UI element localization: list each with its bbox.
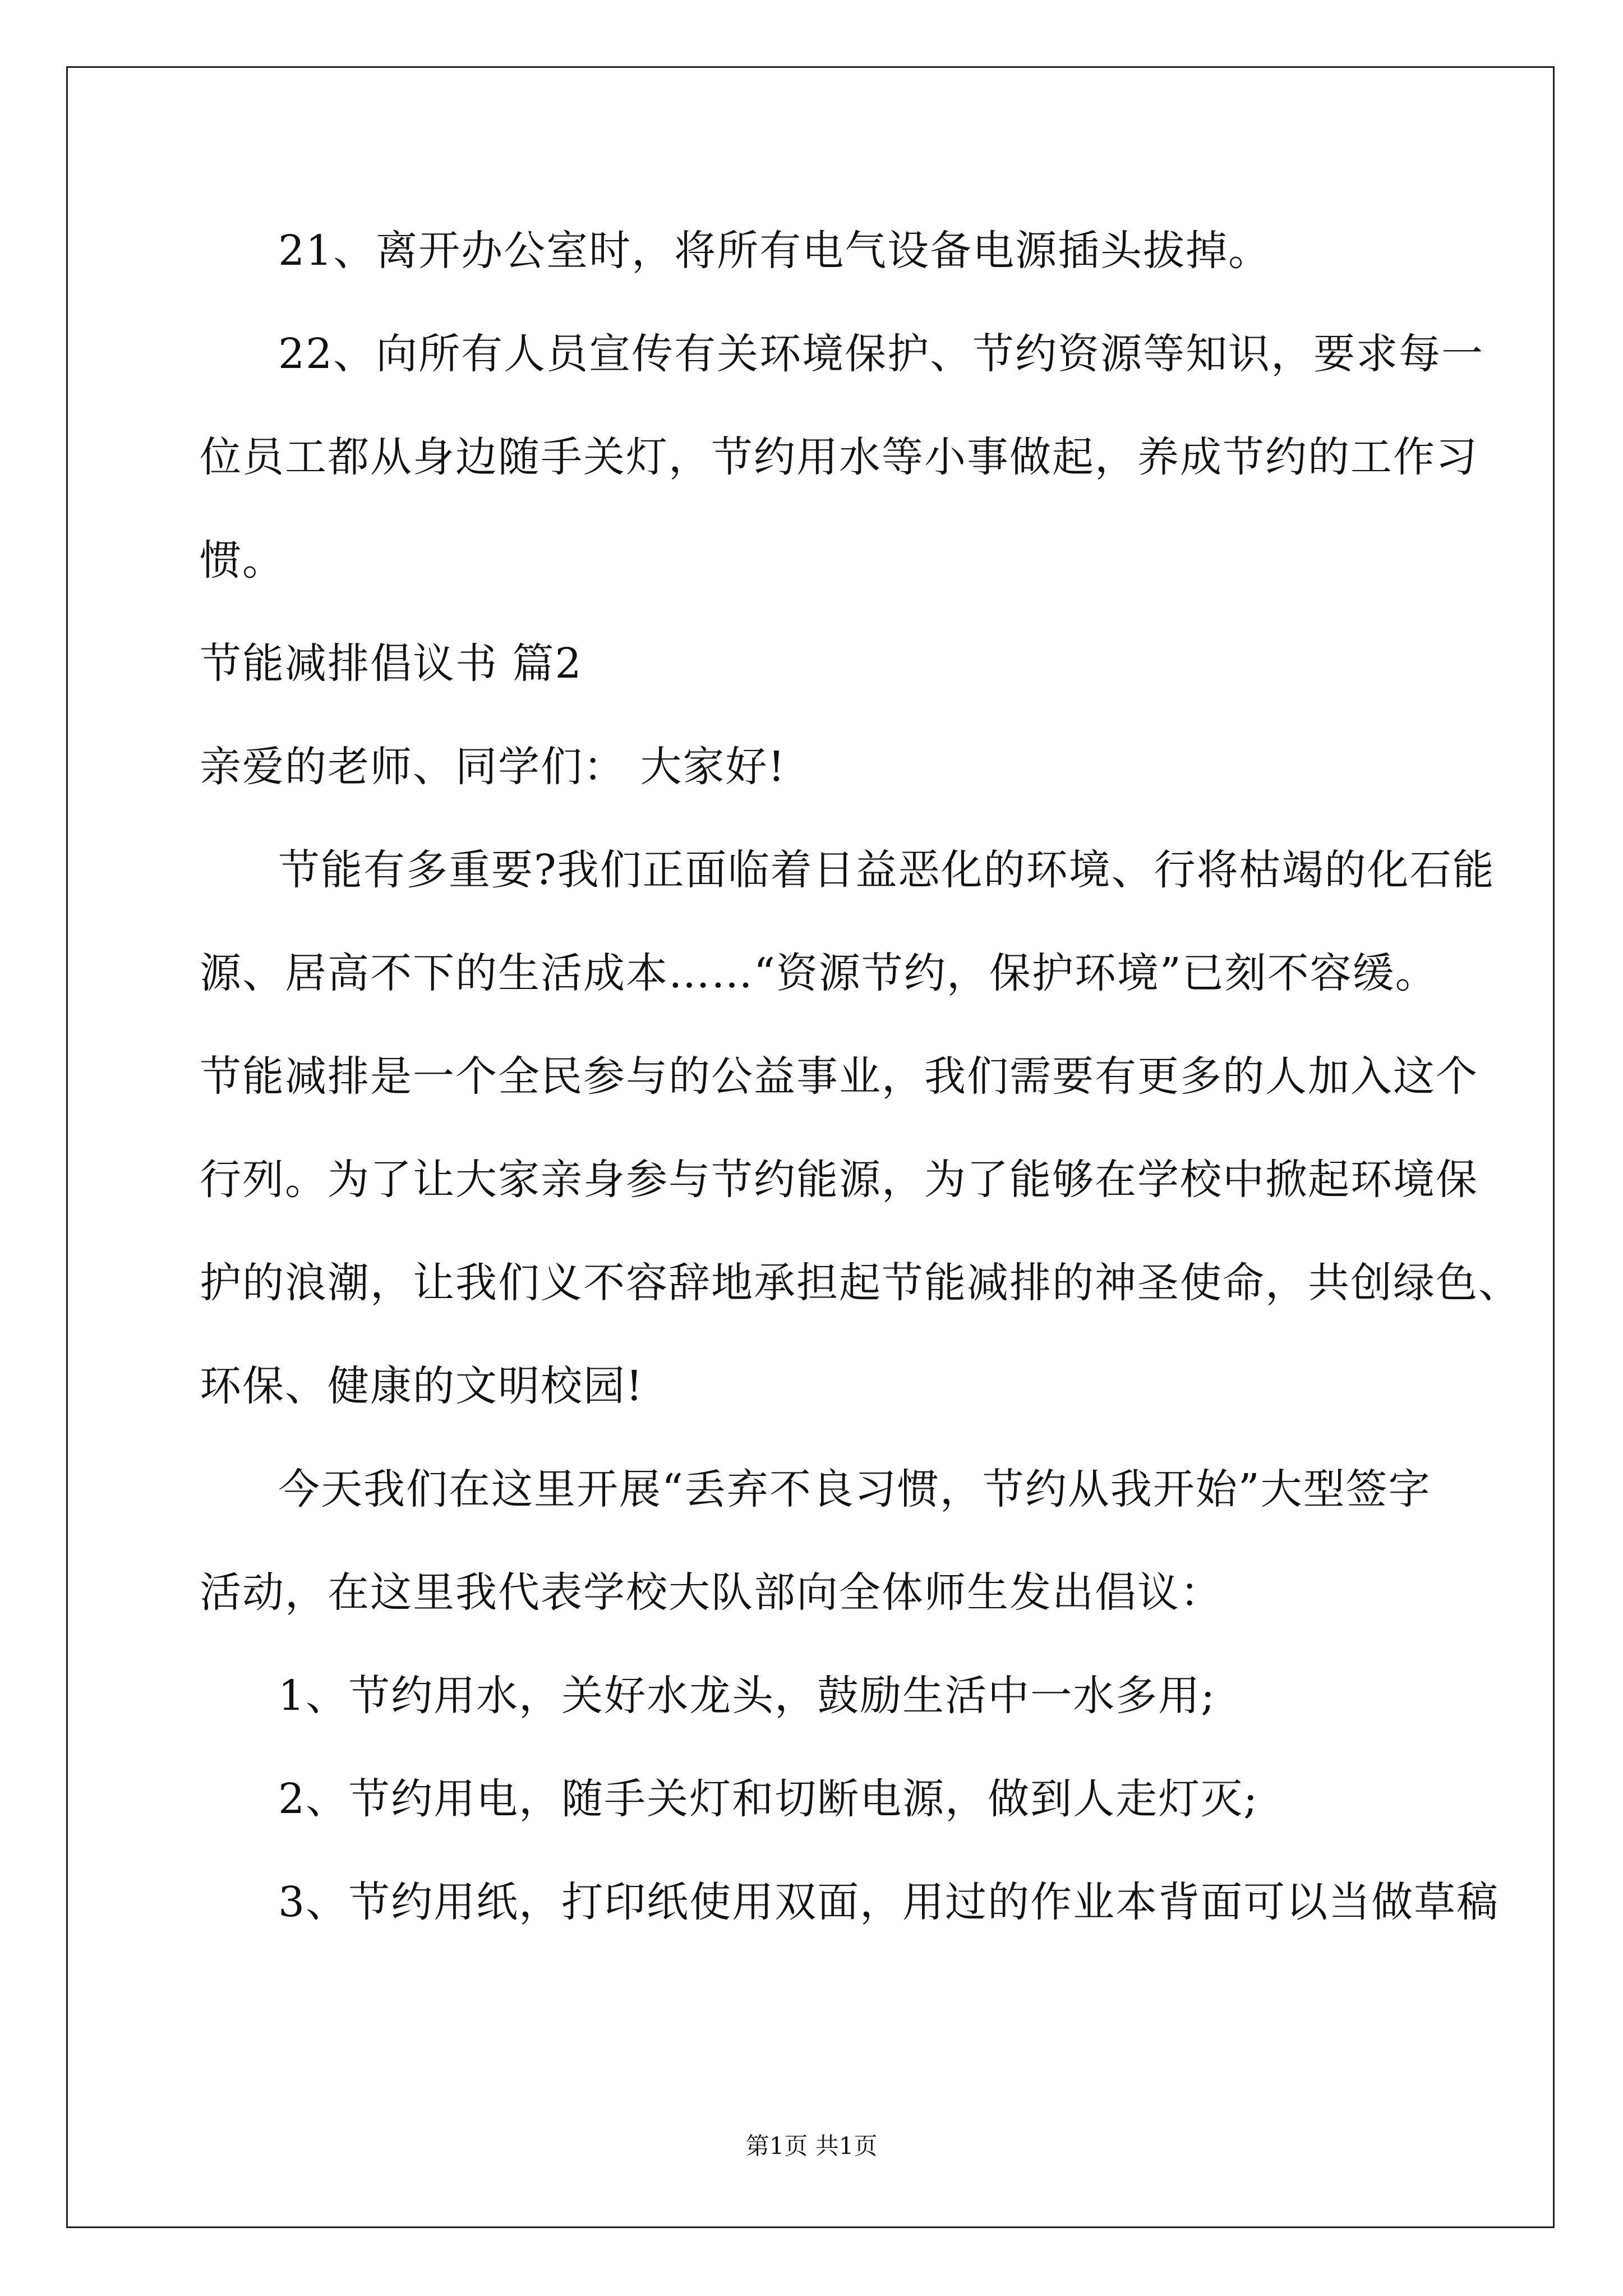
paragraph-line-8: 源、居高不下的生活成本……“资源节约，保护环境”已刻不容缓。 (200, 949, 1438, 997)
paragraph-line-3: 位员工都从身边随手关灯，节约用水等小事做起，养成节约的工作习 (200, 433, 1478, 481)
paragraph-line-1: 21、离开办公室时，将所有电气设备电源插头拔掉。 (278, 227, 1271, 275)
list-item-1: 1、节约用水，关好水龙头，鼓励生活中一水多用; (278, 1672, 1216, 1720)
paragraph-line-11: 护的浪潮，让我们义不容辞地承担起节能减排的神圣使命，共创绿色、 (200, 1259, 1521, 1307)
paragraph-line-7: 节能有多重要?我们正面临着日益恶化的环境、行将枯竭的化石能 (278, 846, 1495, 894)
paragraph-line-13: 今天我们在这里开展“丢弃不良习惯，节约从我开始”大型签字 (278, 1465, 1431, 1513)
paragraph-line-12: 环保、健康的文明校园! (200, 1362, 644, 1410)
list-item-3: 3、节约用纸，打印纸使用双面，用过的作业本背面可以当做草稿 (278, 1878, 1500, 1926)
greeting-line: 亲爱的老师、同学们： 大家好! (200, 743, 786, 791)
page-footer: 第1页 共1页 (745, 2132, 878, 2160)
list-item-2: 2、节约用电，随手关灯和切断电源，做到人走灯灭; (278, 1775, 1259, 1823)
paragraph-line-2: 22、向所有人员宣传有关环境保护、节约资源等知识，要求每一 (278, 330, 1484, 378)
paragraph-line-9: 节能减排是一个全民参与的公益事业，我们需要有更多的人加入这个 (200, 1052, 1478, 1101)
paragraph-line-4: 惯。 (200, 536, 285, 585)
paragraph-line-10: 行列。为了让大家亲身参与节约能源，为了能够在学校中掀起环境保 (200, 1156, 1478, 1204)
paragraph-line-14: 活动，在这里我代表学校大队部向全体师生发出倡议： (200, 1568, 1223, 1617)
section-heading: 节能减排倡议书 篇2 (200, 639, 583, 688)
